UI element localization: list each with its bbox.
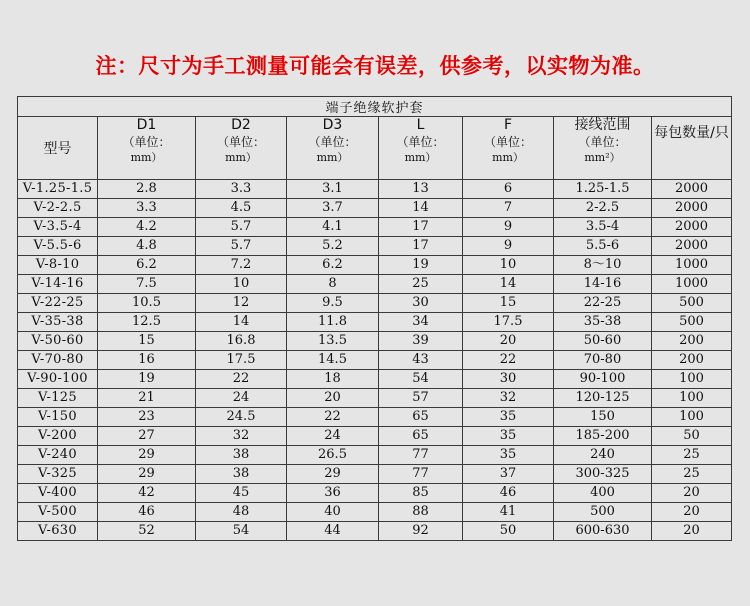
cell-d1: 16: [98, 351, 196, 370]
cell-d1: 29: [98, 465, 196, 484]
cell-range: 400: [554, 484, 652, 503]
disclaimer-note: 注：尺寸为手工测量可能会有误差，供参考，以实物为准。: [95, 54, 655, 78]
cell-model: V-14-16: [18, 275, 98, 294]
cell-pack: 20: [652, 503, 732, 522]
cell-f: 35: [463, 408, 554, 427]
cell-range: 2-2.5: [554, 199, 652, 218]
cell-f: 50: [463, 522, 554, 541]
table-row: [18, 256, 732, 275]
cell-model: V-630: [18, 522, 98, 541]
cell-range: 90-100: [554, 370, 652, 389]
cell-pack: 50: [652, 427, 732, 446]
table-row: [18, 199, 732, 218]
cell-f: 9: [463, 218, 554, 237]
cell-l: 17: [379, 237, 463, 256]
table-row: [18, 332, 732, 351]
header-d3: D3 （单位： mm）: [287, 117, 379, 180]
header-d2: D2 （单位： mm）: [196, 117, 287, 180]
header-d1: D1 （单位： mm）: [98, 117, 196, 180]
cell-d2: 32: [196, 427, 287, 446]
cell-l: 65: [379, 408, 463, 427]
cell-range: 50-60: [554, 332, 652, 351]
cell-d3: 14.5: [287, 351, 379, 370]
cell-d3: 18: [287, 370, 379, 389]
cell-pack: 1000: [652, 256, 732, 275]
cell-model: V-22-25: [18, 294, 98, 313]
cell-l: 54: [379, 370, 463, 389]
cell-model: V-325: [18, 465, 98, 484]
cell-d2: 14: [196, 313, 287, 332]
cell-range: 240: [554, 446, 652, 465]
cell-range: 70-80: [554, 351, 652, 370]
cell-f: 7: [463, 199, 554, 218]
cell-range: 600-630: [554, 522, 652, 541]
cell-l: 88: [379, 503, 463, 522]
table-row: [18, 218, 732, 237]
cell-l: 25: [379, 275, 463, 294]
cell-d2: 7.2: [196, 256, 287, 275]
cell-range: 22-25: [554, 294, 652, 313]
cell-l: 77: [379, 446, 463, 465]
table-row: [18, 294, 732, 313]
cell-f: 32: [463, 389, 554, 408]
cell-f: 35: [463, 427, 554, 446]
table-row: [18, 484, 732, 503]
cell-model: V-8-10: [18, 256, 98, 275]
cell-pack: 500: [652, 294, 732, 313]
header-model: 型号: [18, 117, 98, 180]
cell-model: V-125: [18, 389, 98, 408]
cell-pack: 25: [652, 465, 732, 484]
cell-d1: 19: [98, 370, 196, 389]
cell-d1: 21: [98, 389, 196, 408]
table-row: [18, 522, 732, 541]
cell-d1: 27: [98, 427, 196, 446]
cell-d1: 7.5: [98, 275, 196, 294]
cell-model: V-400: [18, 484, 98, 503]
cell-model: V-70-80: [18, 351, 98, 370]
table-row: [18, 275, 732, 294]
table-row: [18, 237, 732, 256]
cell-f: 10: [463, 256, 554, 275]
cell-d1: 2.8: [98, 180, 196, 199]
cell-model: V-5.5-6: [18, 237, 98, 256]
cell-f: 20: [463, 332, 554, 351]
cell-d2: 17.5: [196, 351, 287, 370]
cell-pack: 2000: [652, 237, 732, 256]
cell-d2: 12: [196, 294, 287, 313]
cell-range: 150: [554, 408, 652, 427]
cell-d2: 48: [196, 503, 287, 522]
cell-f: 14: [463, 275, 554, 294]
cell-l: 30: [379, 294, 463, 313]
table-row: [18, 370, 732, 389]
cell-d3: 6.2: [287, 256, 379, 275]
header-range: 接线范围 （单位： mm²）: [554, 117, 652, 180]
cell-f: 9: [463, 237, 554, 256]
cell-d1: 52: [98, 522, 196, 541]
cell-f: 30: [463, 370, 554, 389]
cell-d2: 24.5: [196, 408, 287, 427]
cell-f: 46: [463, 484, 554, 503]
cell-pack: 25: [652, 446, 732, 465]
cell-pack: 100: [652, 408, 732, 427]
cell-l: 65: [379, 427, 463, 446]
table-row: [18, 503, 732, 522]
cell-d2: 5.7: [196, 237, 287, 256]
table-body: [18, 180, 732, 541]
cell-f: 35: [463, 446, 554, 465]
table-title: 端子绝缘软护套: [18, 97, 732, 117]
cell-pack: 200: [652, 332, 732, 351]
cell-pack: 20: [652, 522, 732, 541]
cell-d2: 54: [196, 522, 287, 541]
cell-range: 5.5-6: [554, 237, 652, 256]
cell-pack: 2000: [652, 180, 732, 199]
table-row: [18, 389, 732, 408]
spec-table: [17, 96, 732, 541]
cell-d3: 22: [287, 408, 379, 427]
cell-d2: 38: [196, 446, 287, 465]
cell-model: V-3.5-4: [18, 218, 98, 237]
cell-pack: 1000: [652, 275, 732, 294]
cell-d1: 3.3: [98, 199, 196, 218]
cell-l: 13: [379, 180, 463, 199]
cell-model: V-50-60: [18, 332, 98, 351]
cell-model: V-1.25-1.5: [18, 180, 98, 199]
cell-d3: 40: [287, 503, 379, 522]
cell-l: 92: [379, 522, 463, 541]
table-row: [18, 313, 732, 332]
cell-d1: 42: [98, 484, 196, 503]
header-l: L （单位： mm）: [379, 117, 463, 180]
cell-d3: 9.5: [287, 294, 379, 313]
cell-d1: 6.2: [98, 256, 196, 275]
cell-l: 57: [379, 389, 463, 408]
cell-d1: 23: [98, 408, 196, 427]
cell-d3: 26.5: [287, 446, 379, 465]
cell-pack: 200: [652, 351, 732, 370]
cell-pack: 100: [652, 370, 732, 389]
cell-d3: 36: [287, 484, 379, 503]
cell-d3: 44: [287, 522, 379, 541]
cell-d1: 10.5: [98, 294, 196, 313]
cell-d1: 15: [98, 332, 196, 351]
cell-model: V-2-2.5: [18, 199, 98, 218]
cell-range: 185-200: [554, 427, 652, 446]
cell-d1: 12.5: [98, 313, 196, 332]
cell-range: 500: [554, 503, 652, 522]
cell-d3: 11.8: [287, 313, 379, 332]
cell-pack: 2000: [652, 218, 732, 237]
cell-d3: 3.7: [287, 199, 379, 218]
cell-l: 17: [379, 218, 463, 237]
cell-model: V-90-100: [18, 370, 98, 389]
cell-d3: 5.2: [287, 237, 379, 256]
cell-d2: 45: [196, 484, 287, 503]
cell-range: 14-16: [554, 275, 652, 294]
cell-f: 41: [463, 503, 554, 522]
cell-d3: 24: [287, 427, 379, 446]
cell-l: 34: [379, 313, 463, 332]
cell-f: 17.5: [463, 313, 554, 332]
cell-d2: 22: [196, 370, 287, 389]
cell-d3: 4.1: [287, 218, 379, 237]
cell-model: V-500: [18, 503, 98, 522]
cell-d1: 4.8: [98, 237, 196, 256]
cell-pack: 500: [652, 313, 732, 332]
cell-f: 37: [463, 465, 554, 484]
cell-d2: 10: [196, 275, 287, 294]
cell-range: 1.25-1.5: [554, 180, 652, 199]
cell-model: V-200: [18, 427, 98, 446]
cell-pack: 2000: [652, 199, 732, 218]
header-f: F （单位： mm）: [463, 117, 554, 180]
table-row: [18, 427, 732, 446]
cell-d1: 4.2: [98, 218, 196, 237]
cell-range: 35-38: [554, 313, 652, 332]
cell-l: 77: [379, 465, 463, 484]
cell-l: 39: [379, 332, 463, 351]
cell-d2: 5.7: [196, 218, 287, 237]
cell-d2: 4.5: [196, 199, 287, 218]
cell-d2: 24: [196, 389, 287, 408]
cell-d3: 3.1: [287, 180, 379, 199]
cell-d2: 3.3: [196, 180, 287, 199]
cell-range: 8～10: [554, 256, 652, 275]
header-row: [18, 117, 732, 180]
cell-f: 15: [463, 294, 554, 313]
cell-d3: 13.5: [287, 332, 379, 351]
cell-model: V-150: [18, 408, 98, 427]
cell-f: 6: [463, 180, 554, 199]
cell-pack: 100: [652, 389, 732, 408]
table-row: [18, 180, 732, 199]
header-pack: 每包数量/只: [652, 117, 732, 180]
cell-model: V-35-38: [18, 313, 98, 332]
cell-l: 19: [379, 256, 463, 275]
table-row: [18, 465, 732, 484]
cell-d3: 29: [287, 465, 379, 484]
cell-pack: 20: [652, 484, 732, 503]
cell-d1: 29: [98, 446, 196, 465]
cell-d2: 38: [196, 465, 287, 484]
table-row: [18, 446, 732, 465]
cell-d3: 8: [287, 275, 379, 294]
cell-d3: 20: [287, 389, 379, 408]
table-row: [18, 408, 732, 427]
cell-l: 85: [379, 484, 463, 503]
cell-d1: 46: [98, 503, 196, 522]
cell-range: 300-325: [554, 465, 652, 484]
cell-range: 120-125: [554, 389, 652, 408]
table-row: [18, 351, 732, 370]
cell-l: 43: [379, 351, 463, 370]
cell-l: 14: [379, 199, 463, 218]
cell-f: 22: [463, 351, 554, 370]
cell-range: 3.5-4: [554, 218, 652, 237]
cell-d2: 16.8: [196, 332, 287, 351]
cell-model: V-240: [18, 446, 98, 465]
